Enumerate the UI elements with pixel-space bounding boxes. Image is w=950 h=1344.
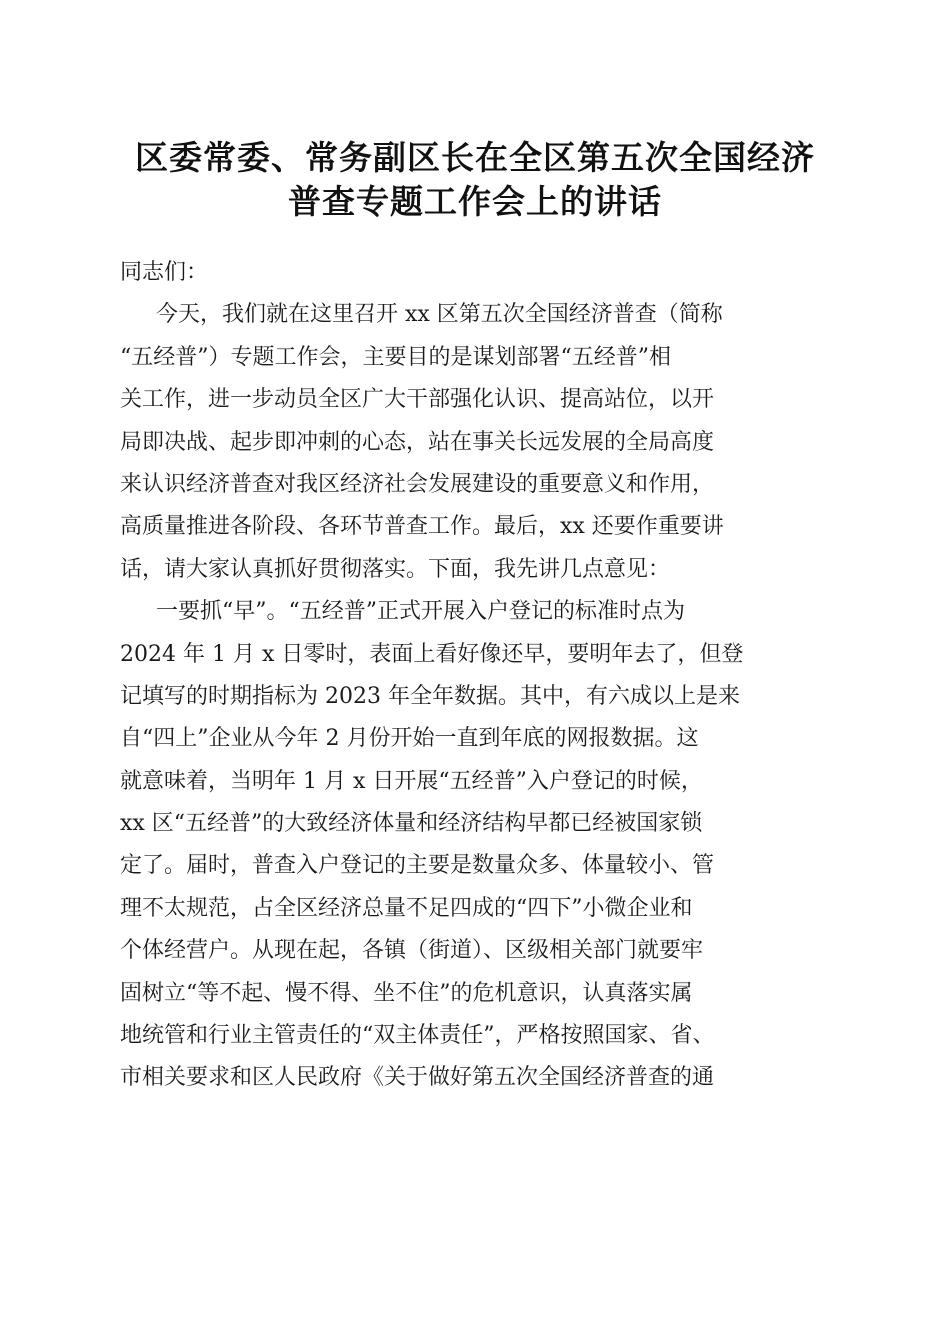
paragraph-line: 定了。届时，普查入户登记的主要是数量众多、体量较小、管	[120, 853, 715, 879]
paragraph-line: “五经普”）专题工作会，主要目的是谋划部署“五经普”相	[120, 344, 671, 370]
paragraph-line: 自“四上”企业从今年 2 月份开始一直到年底的网报数据。这	[120, 726, 699, 752]
paragraph-line: 理不太规范，占全区经济总量不足四成的“四下”小微企业和	[120, 895, 693, 921]
paragraph-line: 记填写的时期指标为 2023 年全年数据。其中，有六成以上是来	[120, 683, 740, 709]
paragraph-line: 就意味着，当明年 1 月 x 日开展“五经普”入户登记的时候，	[120, 768, 703, 794]
paragraph-line: 话，请大家认真抓好贯彻落实。下面，我先讲几点意见：	[120, 556, 671, 582]
title-line-2: 普查专题工作会上的讲话	[288, 182, 662, 221]
paragraph-line: 一要抓“早”。“五经普”正式开展入户登记的标准时点为	[156, 599, 685, 625]
paragraph-1	[120, 294, 832, 591]
paragraph-2	[120, 591, 832, 1100]
document-body	[120, 252, 832, 1100]
paragraph-line: 市相关要求和区人民政府《关于做好第五次全国经济普查的通	[120, 1065, 715, 1091]
title-line-1: 区委常委、常务副区长在全区第五次全国经济	[135, 138, 815, 177]
paragraph-line: xx 区“五经普”的大致经济体量和经济结构早都已经被国家锁	[120, 811, 703, 837]
paragraph-line: 关工作，进一步动员全区广大干部强化认识、提高站位，以开	[120, 387, 715, 413]
document-title	[100, 136, 850, 224]
paragraph-line: 固树立“等不起、慢不得、坐不住”的危机意识，认真落实属	[120, 980, 693, 1006]
paragraph-line: 局即决战、起步即冲刺的心态，站在事关长远发展的全局高度	[120, 429, 715, 455]
paragraph-line: 2024 年 1 月 x 日零时，表面上看好像还早，要明年去了，但登	[120, 641, 744, 667]
paragraph-line: 今天，我们就在这里召开 xx 区第五次全国经济普查（简称	[156, 302, 723, 328]
paragraph-line: 高质量推进各阶段、各环节普查工作。最后，xx 还要作重要讲	[120, 514, 724, 540]
paragraph-line: 地统管和行业主管责任的“双主体责任”，严格按照国家、省、	[120, 1023, 715, 1049]
paragraph-line: 个体经营户。从现在起，各镇（街道）、区级相关部门就要牢	[120, 938, 704, 964]
paragraph-line: 来认识经济普查对我区经济社会发展建设的重要意义和作用，	[120, 471, 715, 497]
salutation: 同志们：	[120, 260, 209, 285]
